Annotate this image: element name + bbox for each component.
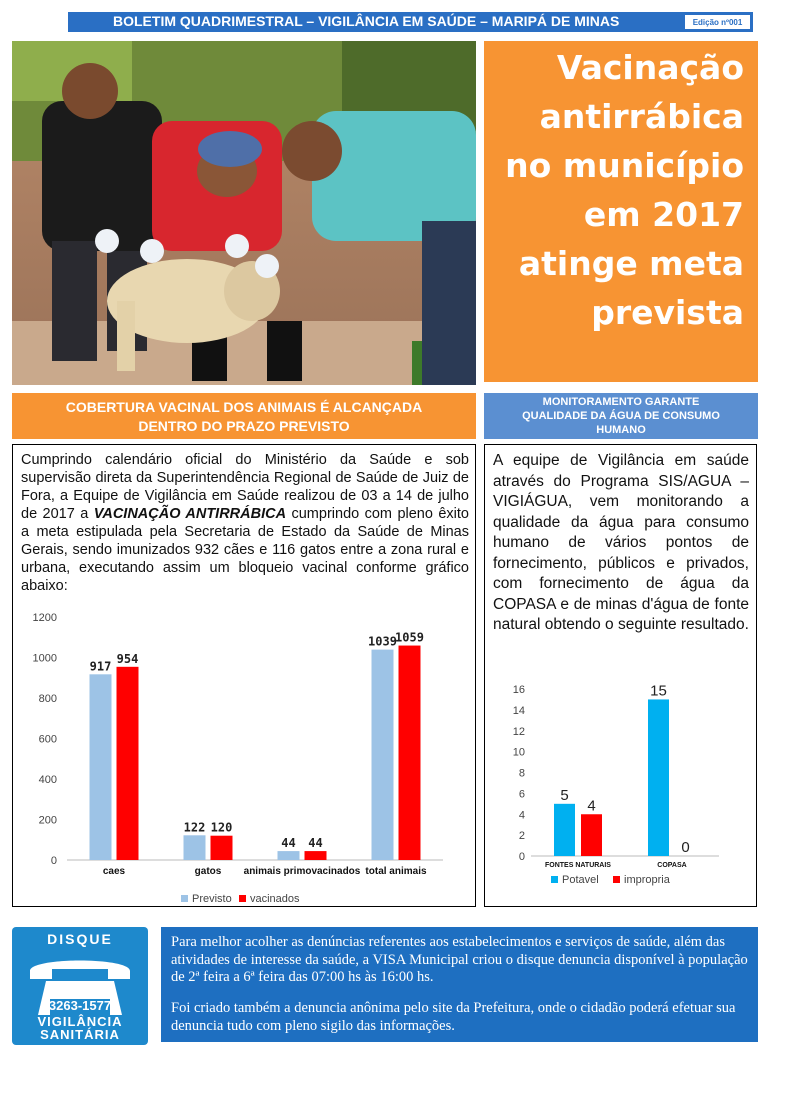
- water-article: [484, 444, 757, 907]
- x-tick-label: FONTES NATURAIS: [545, 862, 611, 869]
- data-label: 120: [210, 820, 233, 835]
- headline: [505, 43, 744, 337]
- data-label: 4: [587, 797, 596, 815]
- chart-bar: [305, 851, 327, 860]
- y-tick-label: 0: [518, 851, 525, 863]
- y-tick-label: 4: [518, 809, 525, 822]
- chart-bar: [184, 835, 206, 860]
- legend-swatch: [239, 895, 246, 902]
- chart-bar: [211, 836, 233, 860]
- body-text: Cumprindo calendário oficial do Ministério da Saúde e sob supervisão direta da Superintendência Regional de Saúde de Juiz de Fora, a Equipe de Vigilância em Saúde realizou de 03 a 14 de julho de 2017 a: [21, 452, 469, 522]
- vaccination-chart: [13, 605, 475, 905]
- data-label: 1059: [395, 630, 424, 645]
- y-tick-label: 12: [512, 725, 525, 738]
- bulletin-title: BOLETIM QUADRIMESTRAL – VIGILÂNCIA EM SAÚDE – MARIPÁ DE MINAS: [113, 13, 620, 29]
- headline-line: no município: [505, 146, 744, 185]
- vaccination-title-line: COBERTURA VACINAL DOS ANIMAIS É ALCANÇADA: [65, 399, 423, 415]
- logo-top-text: DISQUE: [47, 931, 113, 947]
- vaccination-photo: [12, 41, 476, 385]
- data-label: 5: [560, 786, 569, 804]
- headline-box: [484, 41, 758, 382]
- chart-bar: [278, 851, 300, 860]
- y-tick-label: 800: [38, 693, 57, 705]
- edition-label: Edição nº001: [684, 14, 751, 30]
- y-tick-label: 1000: [32, 652, 57, 665]
- vaccination-section-title: [12, 393, 476, 439]
- water-title-line: HUMANO: [596, 424, 646, 436]
- legend-label: impropria: [624, 874, 670, 886]
- data-label: 44: [281, 836, 296, 851]
- chart-bar: [648, 699, 669, 856]
- logo-bottom-text: [12, 1015, 148, 1041]
- x-tick-label: total animais: [365, 866, 427, 877]
- y-tick-label: 600: [38, 733, 57, 746]
- water-body: A equipe de Vigilância em saúde através do Programa SIS/AGUA – VIGIÁGUA, vem monitorando a qualidade da água para consumo humano de vários pontos de fornecimento, públicos e privados, com fornecimento de água da COPASA e de minas d'água de fonte natural obtendo o seguinte resultado.: [493, 452, 749, 633]
- y-tick-label: 2: [518, 830, 525, 843]
- body-emphasis: VACINAÇÃO ANTIRRÁBICA: [93, 506, 287, 522]
- x-tick-label: gatos: [194, 866, 222, 877]
- data-label: 1039: [368, 634, 397, 649]
- info-paragraph: Foi criado também a denuncia anônima pelo site da Prefeitura, onde o cidadão poderá efetuar sua denuncia tudo com pleno sigilo das informações.: [171, 1000, 736, 1034]
- body-text: cumprindo com pleno êxito a meta estipulada pela Secretaria de Estado da Saúde de Minas Gerais, sendo imunizados 932 cães e 116 gatos entre a zona rural e urbana, executando assim um bloqueio vacinal conforme gráfico abaixo:: [21, 506, 469, 594]
- water-title-line: QUALIDADE DA ÁGUA DE CONSUMO: [522, 410, 720, 422]
- chart-bar: [117, 667, 139, 860]
- x-tick-label: animais primovacinados: [243, 866, 361, 877]
- y-tick-label: 6: [518, 788, 525, 801]
- legend-swatch: [613, 876, 620, 883]
- y-tick-label: 0: [50, 855, 57, 867]
- chart-bar: [399, 646, 421, 860]
- water-section-title: [484, 393, 758, 439]
- data-label: 44: [308, 836, 323, 851]
- data-label: 15: [650, 682, 667, 700]
- logo-bottom-line: SANITÁRIA: [40, 1027, 120, 1042]
- water-quality-chart: [485, 670, 756, 900]
- logo-bottom-line: VIGILÂNCIA: [37, 1014, 123, 1029]
- data-label: 122: [183, 820, 206, 835]
- legend-label: vacinados: [250, 893, 300, 905]
- chart-bar: [581, 814, 602, 856]
- legend-label: Previsto: [192, 893, 232, 905]
- legend-swatch: [181, 895, 188, 902]
- chart-bar: [372, 650, 394, 860]
- y-tick-label: 1200: [32, 612, 57, 624]
- x-tick-label: caes: [102, 866, 126, 877]
- data-label: 0: [681, 839, 690, 856]
- chart-bar: [554, 804, 575, 856]
- x-tick-label: COPASA: [657, 862, 687, 869]
- y-tick-label: 10: [512, 746, 525, 759]
- vaccination-body: [21, 451, 469, 595]
- legend-label: Potavel: [562, 874, 599, 886]
- headline-line: prevista: [591, 293, 744, 332]
- chart-bar: [90, 674, 112, 860]
- complaint-info-box: [161, 927, 758, 1042]
- y-tick-label: 200: [38, 814, 57, 827]
- headline-line: Vacinação: [556, 48, 744, 87]
- data-label: 917: [89, 659, 112, 674]
- disque-vigilancia-logo: [12, 927, 148, 1045]
- bulletin-header: [68, 12, 753, 32]
- logo-phone-number: 3263-1577: [48, 998, 112, 1013]
- y-tick-label: 16: [512, 684, 525, 696]
- vaccination-title-line: DENTRO DO PRAZO PREVISTO: [138, 418, 350, 434]
- y-tick-label: 8: [518, 767, 525, 780]
- y-tick-label: 14: [512, 704, 525, 717]
- headline-line: atinge meta: [518, 244, 744, 283]
- headline-line: em 2017: [583, 195, 744, 234]
- legend-swatch: [551, 876, 558, 883]
- water-title-line: MONITORAMENTO GARANTE: [542, 396, 700, 408]
- data-label: 954: [116, 651, 139, 666]
- info-paragraph: Para melhor acolher as denúncias referentes aos estabelecimentos e serviços de saúde, além das atividades de interesse da saúde, a VISA Municipal criou o disque denuncia disponível à população de 2ª feira a 6ª feira das 07:00 hs às 16:00 hs.: [171, 934, 748, 985]
- vaccination-article: [12, 444, 476, 907]
- headline-line: antirrábica: [539, 97, 744, 136]
- y-tick-label: 400: [38, 774, 57, 786]
